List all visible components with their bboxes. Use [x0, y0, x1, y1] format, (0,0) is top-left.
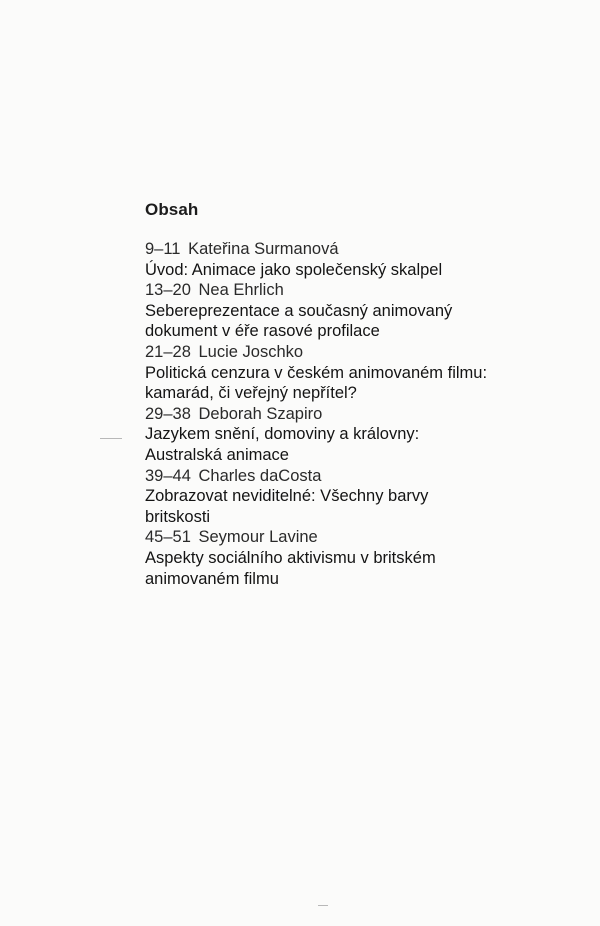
- toc-entry-title-line: Zobrazovat neviditelné: Všechny barvy: [145, 487, 429, 506]
- toc-entry-title-line: Úvod: Animace jako společenský skalpel: [145, 260, 443, 279]
- toc-entry-pages: 13–20: [145, 281, 191, 300]
- toc-entry-pages: 29–38: [145, 404, 191, 423]
- toc-entry: [145, 239, 585, 280]
- toc-entry-meta: [145, 342, 585, 363]
- toc-entry-pages: 45–51: [145, 528, 191, 547]
- toc-entry-meta: [145, 280, 585, 301]
- toc-entry-author: Lucie Joschko: [198, 342, 304, 361]
- toc-entry-author: Charles daCosta: [198, 466, 322, 485]
- toc-entry-title-line: Sebereprezentace a současný animovaný: [145, 301, 453, 320]
- toc-entry-author: Kateřina Surmanová: [188, 240, 339, 258]
- toc-entry: [145, 280, 585, 342]
- toc-entry: [145, 342, 585, 404]
- toc-entry-meta: [145, 239, 585, 260]
- toc-entry-title-line: Australská animace: [145, 445, 289, 464]
- toc-entry-title-line: kamarád, či veřejný nepřítel?: [145, 384, 357, 403]
- toc-entry: [145, 527, 585, 589]
- toc-entry-title-line: Jazykem snění, domoviny a královny:: [145, 425, 420, 444]
- toc-entry-meta: [145, 466, 585, 487]
- toc-heading: Obsah: [145, 200, 199, 219]
- toc-entry-title-line: britskosti: [145, 507, 211, 526]
- toc-entry-title-line: Aspekty sociálního aktivismu v britském: [145, 548, 436, 567]
- toc-entry-meta: [145, 404, 585, 425]
- toc-entry: [145, 404, 585, 466]
- toc-entry-title-line: Politická cenzura v českém animovaném filmu:: [145, 363, 488, 382]
- toc-entry-meta: [145, 527, 585, 548]
- toc-entry-title-line: dokument v éře rasové profilace: [145, 322, 380, 341]
- scan-mark: [318, 905, 328, 906]
- toc-entry-author: Seymour Lavine: [198, 528, 318, 547]
- toc-entry-pages: 21–28: [145, 342, 191, 361]
- toc-entry-pages: 9–11: [145, 240, 181, 258]
- toc-entry-author: Nea Ehrlich: [198, 281, 284, 300]
- table-of-contents: [145, 199, 585, 589]
- toc-entry-title-line: animovaném filmu: [145, 569, 279, 588]
- toc-entry-author: Deborah Szapiro: [198, 404, 323, 423]
- scan-mark: [100, 438, 122, 439]
- toc-entry: [145, 466, 585, 528]
- toc-entry-pages: 39–44: [145, 466, 191, 485]
